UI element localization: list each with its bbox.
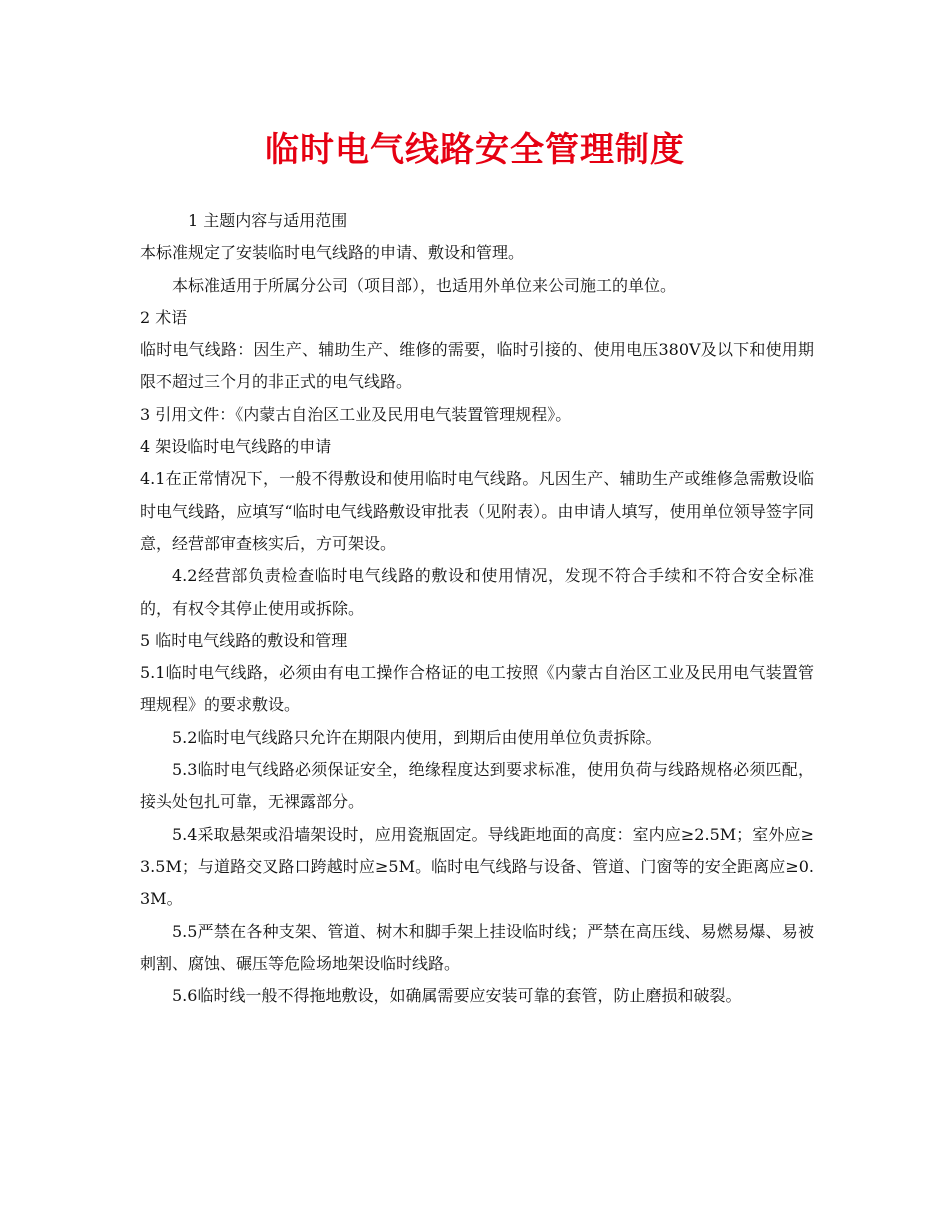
clause-5-1: 5.1临时电气线路，必须由有电工操作合格证的电工按照《内蒙古自治区工业及民用电气装置管理规程》的要求敷设。 [140,663,814,715]
paragraph-applicability: 本标准适用于所属分公司（项目部），也适用外单位来公司施工的单位。 [172,275,677,295]
paragraph-scope: 本标准规定了安装临时电气线路的申请、敷设和管理。 [140,243,525,263]
document-body [140,205,814,1012]
section-heading-1: 1 主题内容与适用范围 [188,211,348,230]
clause-5-5: 5.5严禁在各种支架、管道、树木和脚手架上挂设临时线；严禁在高压线、易燃易爆、易被刺割、腐蚀、碾压等危险场地架设临时线路。 [140,921,814,973]
paragraph-definition: 临时电气线路：因生产、辅助生产、维修的需要，临时引接的、使用电压380V及以下和使用期限不超过三个月的非正式的电气线路。 [140,340,814,392]
clause-5-3: 5.3临时电气线路必须保证安全，绝缘程度达到要求标准，使用负荷与线路规格必须匹配，接头处包扎可靠，无裸露部分。 [140,760,814,812]
section-heading-5: 5 临时电气线路的敷设和管理 [140,630,348,650]
clause-4-2: 4.2经营部负责检查临时电气线路的敷设和使用情况，发现不符合手续和不符合安全标准的，有权令其停止使用或拆除。 [140,566,814,618]
clause-5-6: 5.6临时线一般不得拖地敷设，如确属需要应安装可靠的套管，防止磨损和破裂。 [172,986,742,1006]
clause-4-1: 4.1在正常情况下，一般不得敷设和使用临时电气线路。凡因生产、辅助生产或维修急需敷设临时电气线路，应填写“临时电气线路敷设审批表（见附表）。由申请人填写，使用单位领导签字同意，经营部审查核实后，方可架设。 [140,469,814,553]
section-heading-4: 4 架设临时电气线路的申请 [140,437,332,457]
clause-5-2: 5.2临时电气线路只允许在期限内使用，到期后由使用单位负责拆除。 [172,727,662,747]
section-heading-3: 3 引用文件：《内蒙古自治区工业及民用电气装置管理规程》。 [140,404,572,424]
clause-5-4: 5.4采取悬架或沿墙架设时，应用瓷瓶固定。导线距地面的高度：室内应≥2.5M；室外应≥3.5M；与道路交叉路口跨越时应≥5M。临时电气线路与设备、管道、门窗等的安全距离应≥0.3M。 [140,824,814,909]
section-heading-2: 2 术语 [140,307,188,327]
document-title: 临时电气线路安全管理制度 [265,130,685,170]
